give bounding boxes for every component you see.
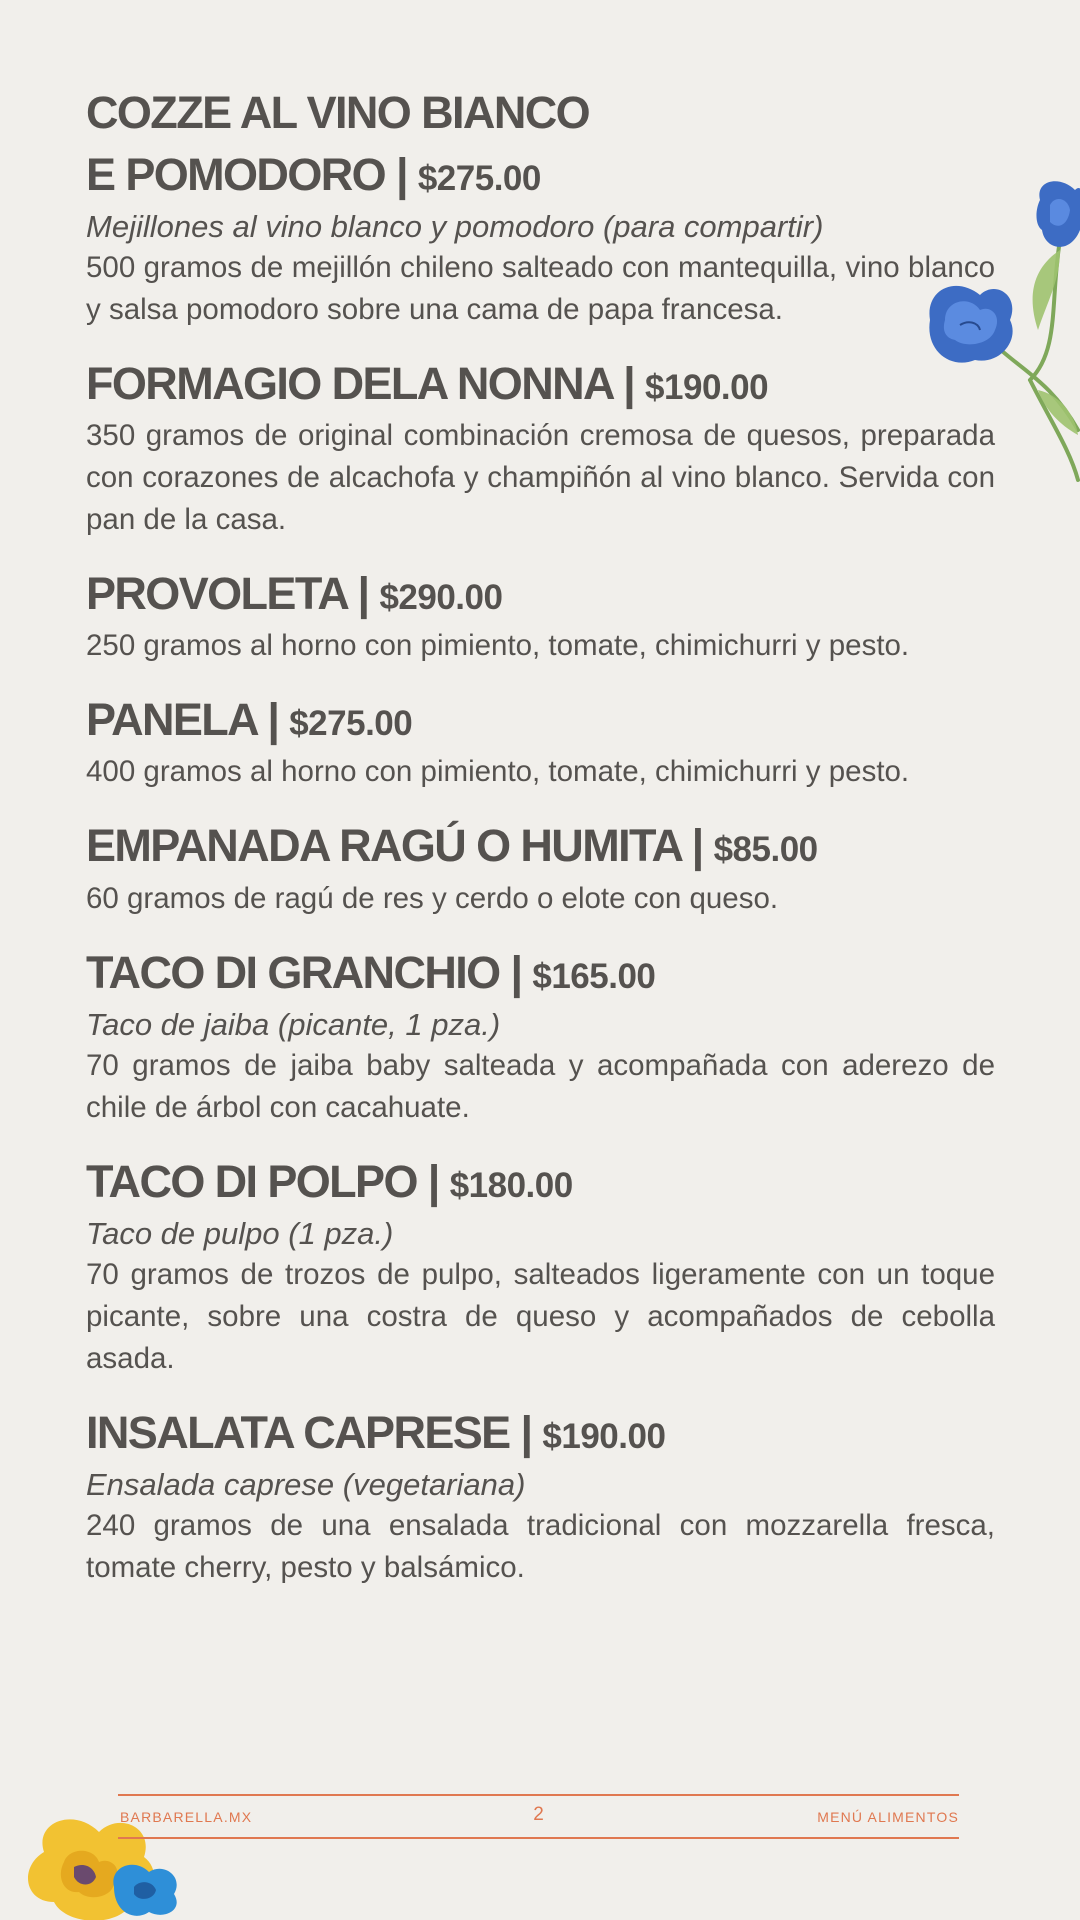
item-price: $290.00	[379, 578, 503, 618]
item-title-line: COZZE AL VINO BIANCO	[86, 87, 590, 138]
item-description: 500 gramos de mejillón chileno salteado con mantequilla, vino blanco y salsa pomodoro sobre una cama de papa francesa.	[86, 251, 995, 327]
item-title-text: PANELA	[86, 694, 257, 746]
price-separator: |	[357, 568, 369, 620]
item-title-text: PROVOLETA	[86, 568, 347, 620]
menu-item	[86, 1151, 995, 1380]
item-title	[86, 353, 995, 415]
item-description: 70 gramos de jaiba baby salteada y acompañada con aderezo de chile de árbol con cacahuate.	[86, 1048, 995, 1124]
item-title	[86, 82, 995, 206]
item-subtitle: Mejillones al vino blanco y pomodoro (para compartir)	[86, 209, 824, 245]
page-number: 2	[533, 1804, 544, 1825]
price-separator: |	[395, 149, 407, 201]
item-title-text: TACO DI POLPO	[86, 1155, 417, 1207]
menu-item	[86, 942, 995, 1129]
menu-item	[86, 689, 995, 793]
price-separator: |	[623, 358, 635, 410]
menu-item	[86, 353, 995, 541]
menu-item	[86, 815, 995, 919]
item-description: 250 gramos al horno con pimiento, tomate, chimichurri y pesto.	[86, 629, 910, 663]
item-description: 400 gramos al horno con pimiento, tomate, chimichurri y pesto.	[86, 755, 910, 789]
menu-item	[86, 563, 995, 667]
item-description: 240 gramos de una ensalada tradicional con mozzarella fresca, tomate cherry, pesto y balsámico.	[86, 1508, 995, 1584]
item-title	[86, 815, 995, 877]
price-separator: |	[510, 946, 522, 998]
item-title-text: EMPANADA RAGÚ O HUMITA	[86, 820, 681, 872]
item-title-text: TACO DI GRANCHIO	[86, 946, 500, 998]
blue-flower-icon	[910, 180, 1080, 490]
item-subtitle: Taco de jaiba (picante, 1 pza.)	[86, 1006, 501, 1042]
item-description: 60 gramos de ragú de res y cerdo o elote con queso.	[86, 881, 779, 915]
item-price: $180.00	[449, 1165, 573, 1205]
price-separator: |	[267, 694, 279, 746]
footer-website: BARBARELLA.MX	[120, 1809, 253, 1825]
item-price: $190.00	[542, 1416, 666, 1456]
item-title	[86, 563, 995, 625]
item-title-text: INSALATA CAPRESE	[86, 1406, 510, 1458]
menu-item	[86, 82, 995, 331]
page-footer	[118, 1794, 959, 1839]
item-description: 70 gramos de trozos de pulpo, salteados ligeramente con un toque picante, sobre una costra de queso y acompañados de cebolla asada.	[86, 1257, 995, 1375]
item-price: $190.00	[645, 368, 769, 408]
menu-list	[86, 82, 995, 1611]
item-price: $275.00	[289, 704, 413, 744]
item-title	[86, 1402, 995, 1464]
item-title	[86, 1151, 995, 1213]
price-separator: |	[691, 820, 703, 872]
price-separator: |	[427, 1155, 439, 1207]
item-title	[86, 689, 995, 751]
item-description: 350 gramos de original combinación cremosa de quesos, preparada con corazones de alcachofa y champiñón al vino blanco. Servida con pan de la casa.	[86, 419, 995, 537]
item-title	[86, 942, 995, 1004]
footer-section-title: MENÚ ALIMENTOS	[817, 1809, 959, 1825]
item-price: $85.00	[713, 830, 818, 870]
price-separator: |	[520, 1406, 532, 1458]
item-subtitle: Taco de pulpo (1 pza.)	[86, 1215, 394, 1251]
item-price: $275.00	[417, 159, 541, 199]
item-subtitle: Ensalada caprese (vegetariana)	[86, 1466, 526, 1502]
item-title-line: E POMODORO	[86, 149, 386, 201]
item-price: $165.00	[532, 956, 656, 996]
menu-item	[86, 1402, 995, 1589]
item-title-text: FORMAGIO DELA NONNA	[86, 358, 613, 410]
